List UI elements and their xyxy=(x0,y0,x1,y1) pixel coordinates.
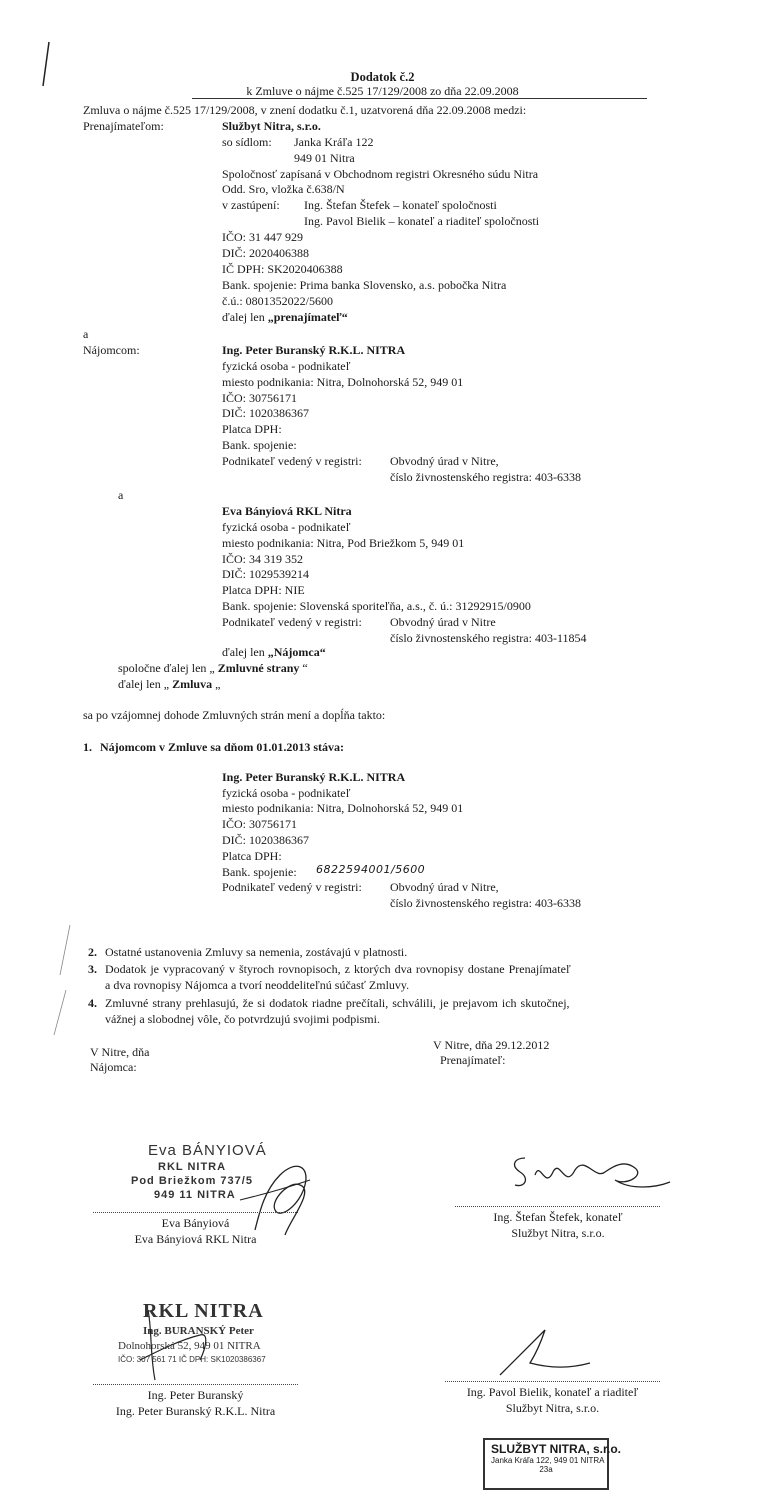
item1-text: Nájomcom v Zmluve sa dňom 01.01.2013 stáva: xyxy=(100,740,344,754)
joint-suffix: „ xyxy=(212,677,221,691)
landlord-icdph: IČ DPH: SK2020406388 xyxy=(222,262,343,276)
intro-text: Zmluva o nájme č.525 17/129/2008, v znení dodatku č.1, uzatvorená dňa 22.09.2008 medzi: xyxy=(83,103,527,117)
tenant2-dic: DIČ: 1029539214 xyxy=(222,567,309,581)
stamp-sluzbyt xyxy=(483,1438,622,1490)
stamp-rkl-line-2: Ing. BURANSKÝ Peter xyxy=(143,1325,254,1337)
eva-name: Eva Bányiová xyxy=(161,1216,230,1230)
new-tenant-type: fyzická osoba - podnikateľ xyxy=(222,786,351,800)
stamp-sluzbyt-line-1: SLUŽBYT NITRA, s.r.o. xyxy=(491,1442,622,1456)
item1-number: 1. xyxy=(83,740,92,754)
tenant1-reg-number: číslo živnostenského registra: 403-6338 xyxy=(390,470,581,484)
alias-prefix: ďalej len xyxy=(222,645,268,659)
item2-line: Ostatné ustanovenia Zmluvy sa nemenia, zostávajú v platnosti. xyxy=(105,945,408,959)
tenant2-place: miesto podnikania: Nitra, Pod Briežkom 5, 949 01 xyxy=(222,536,465,550)
alias-prefix: ďalej len xyxy=(222,310,268,324)
tenant2-type: fyzická osoba - podnikateľ xyxy=(222,520,351,534)
tenant2-reg-label: Podnikateľ vedený v registri: xyxy=(222,615,362,629)
stamp-sluzbyt-line-2: Janka Kráľa 122, 949 01 NITRA xyxy=(491,1456,605,1465)
landlord-account: č.ú.: 0801352022/5600 xyxy=(222,294,333,308)
joint-suffix: “ xyxy=(299,661,308,675)
tenant2-bank: Bank. spojenie: Slovenská sporiteľňa, a.s., č. ú.: 31292915/0900 xyxy=(222,599,531,613)
new-tenant-ico: IČO: 30756171 xyxy=(222,817,297,831)
new-tenant-vat: Platca DPH: xyxy=(222,849,282,863)
item3-line-1: Dodatok je vypracovaný v štyroch rovnopisoch, z ktorých dva rovnopisy dostane Prenajímateľ xyxy=(105,962,571,976)
tenant1-ico: IČO: 30756171 xyxy=(222,391,297,405)
handwritten-account: 6822594001/5600 xyxy=(316,863,426,876)
role-right: Prenajímateľ: xyxy=(440,1053,506,1067)
joint-prefix: ďalej len „ xyxy=(118,677,173,691)
new-tenant-place: miesto podnikania: Nitra, Dolnohorská 52, 949 01 xyxy=(222,801,464,815)
place-left: V Nitre, dňa xyxy=(90,1045,150,1059)
tenant2-name: Eva Bányiová RKL Nitra xyxy=(222,504,352,518)
landlord-seat-label: so sídlom: xyxy=(222,135,272,149)
landlord-city: 949 01 Nitra xyxy=(294,151,355,165)
joint-bold: Zmluva xyxy=(172,677,213,691)
signature-line-buransky xyxy=(93,1384,298,1385)
amendment-intro: sa po vzájomnej dohode Zmluvných strán mení a dopĺňa takto: xyxy=(83,708,386,722)
role-left: Nájomca: xyxy=(90,1060,137,1074)
tenant2-alias xyxy=(222,645,326,659)
stamp-rkl-line-3: Dolnohorská 52, 949 01 NITRA xyxy=(118,1340,261,1352)
stamp-rkl-line-4: IČO: 307 561 71 IČ DPH: SK1020386367 xyxy=(118,1355,266,1364)
tenant2-reg-office: Obvodný úrad v Nitre xyxy=(390,615,496,629)
new-tenant-reg-label: Podnikateľ vedený v registri: xyxy=(222,880,362,894)
landlord-dic: DIČ: 2020406388 xyxy=(222,246,309,260)
tenant1-place: miesto podnikania: Nitra, Dolnohorská 52, 949 01 xyxy=(222,375,464,389)
new-tenant-reg-number: číslo živnostenského registra: 403-6338 xyxy=(390,896,581,910)
stefek-name: Ing. Štefan Štefek, konateľ xyxy=(493,1210,623,1224)
stamp-eva-line-1: Eva BÁNYIOVÁ xyxy=(148,1142,267,1159)
landlord-registry-1: Spoločnosť zapísaná v Obchodnom registri Okresného súdu Nitra xyxy=(222,167,539,181)
landlord-alias xyxy=(222,310,348,324)
stamp-rkl-line-1: RKL NITRA xyxy=(143,1300,264,1322)
landlord-rep-2: Ing. Pavol Bielik – konateľ a riaditeľ spoločnosti xyxy=(304,214,540,228)
buransky-name: Ing. Peter Buranský xyxy=(147,1388,244,1402)
bielik-name: Ing. Pavol Bielik, konateľ a riaditeľ xyxy=(466,1385,639,1399)
tenant1-reg-office: Obvodný úrad v Nitre, xyxy=(390,454,499,468)
conjunction-1: a xyxy=(83,327,89,341)
item2-number: 2. xyxy=(88,945,97,959)
margin-mark-left xyxy=(48,920,78,1040)
item3-number: 3. xyxy=(88,962,97,976)
joint-alias-1 xyxy=(118,661,308,675)
place-right: V Nitre, dňa 29.12.2012 xyxy=(433,1038,550,1052)
tenant1-bank: Bank. spojenie: xyxy=(222,438,297,452)
landlord-name: Službyt Nitra, s.r.o. xyxy=(222,119,321,133)
item4-line-2: vážnej a slobodnej vôle, čo potvrdzujú svojimi podpismi. xyxy=(105,1012,380,1026)
tenant1-name: Ing. Peter Buranský R.K.L. NITRA xyxy=(222,343,406,357)
stamp-eva-line-3: Pod Briežkom 737/5 xyxy=(131,1175,253,1187)
landlord-rep-1: Ing. Štefan Štefek – konateľ spoločnosti xyxy=(304,198,497,212)
tenant1-dic: DIČ: 1020386367 xyxy=(222,406,309,420)
eva-company: Eva Bányiová RKL Nitra xyxy=(134,1232,257,1246)
tenant2-reg-number: číslo živnostenského registra: 403-11854 xyxy=(390,631,587,645)
tenant1-vat: Platca DPH: xyxy=(222,422,282,436)
signature-stefek xyxy=(505,1150,675,1200)
landlord-role-label: Prenajímateľom: xyxy=(83,119,164,133)
margin-mark-top xyxy=(35,40,55,90)
alias-value: „Nájomca“ xyxy=(267,645,326,659)
new-tenant-reg-office: Obvodný úrad v Nitre, xyxy=(390,880,499,894)
document-subtitle: k Zmluve o nájme č.525 17/129/2008 zo dňa 22.09.2008 xyxy=(246,84,519,98)
document-title: Dodatok č.2 xyxy=(350,70,415,84)
item4-number: 4. xyxy=(88,996,97,1010)
landlord-street: Janka Kráľa 122 xyxy=(294,135,374,149)
signature-line-eva xyxy=(93,1212,298,1213)
joint-prefix: spoločne ďalej len „ xyxy=(118,661,218,675)
bielik-company: Službyt Nitra, s.r.o. xyxy=(505,1401,600,1415)
stamp-sluzbyt-line-3: 23a xyxy=(539,1465,553,1474)
signature-line-stefek xyxy=(455,1206,660,1207)
landlord-ico: IČO: 31 447 929 xyxy=(222,230,303,244)
tenant2-ico: IČO: 34 319 352 xyxy=(222,552,303,566)
stefek-company: Službyt Nitra, s.r.o. xyxy=(511,1226,605,1240)
buransky-company: Ing. Peter Buranský R.K.L. Nitra xyxy=(115,1404,276,1418)
header-rule xyxy=(192,98,647,99)
tenant2-vat: Platca DPH: NIE xyxy=(222,583,305,597)
tenant1-type: fyzická osoba - podnikateľ xyxy=(222,359,351,373)
joint-bold: Zmluvné strany xyxy=(217,661,300,675)
tenant1-reg-label: Podnikateľ vedený v registri: xyxy=(222,454,362,468)
new-tenant-name: Ing. Peter Buranský R.K.L. NITRA xyxy=(222,770,406,784)
new-tenant-bank-label: Bank. spojenie: xyxy=(222,865,297,879)
signature-line-bielik xyxy=(445,1381,660,1382)
landlord-rep-label: v zastúpení: xyxy=(222,198,280,212)
tenant-role-label: Nájomcom: xyxy=(83,343,140,357)
signature-buransky xyxy=(130,1300,230,1390)
landlord-registry-2: Odd. Sro, vložka č.638/N xyxy=(222,182,345,196)
landlord-bank: Bank. spojenie: Prima banka Slovensko, a.s. pobočka Nitra xyxy=(222,278,507,292)
new-tenant-dic: DIČ: 1020386367 xyxy=(222,833,309,847)
alias-value: „prenajímateľ“ xyxy=(267,310,348,324)
stamp-eva-line-2: RKL NITRA xyxy=(158,1161,227,1173)
signature-bielik xyxy=(490,1325,600,1380)
item3-line-2: a dva rovnopisy Nájomca a tvorí neoddeliteľnú súčasť Zmluvy. xyxy=(105,978,410,992)
stamp-eva-line-4: 949 11 NITRA xyxy=(154,1189,236,1201)
item4-line-1: Zmluvné strany prehlasujú, že si dodatok riadne prečítali, schválili, je prejavom ich skutočnej, xyxy=(105,996,570,1010)
conjunction-2: a xyxy=(118,488,124,502)
joint-alias-2 xyxy=(118,677,220,691)
